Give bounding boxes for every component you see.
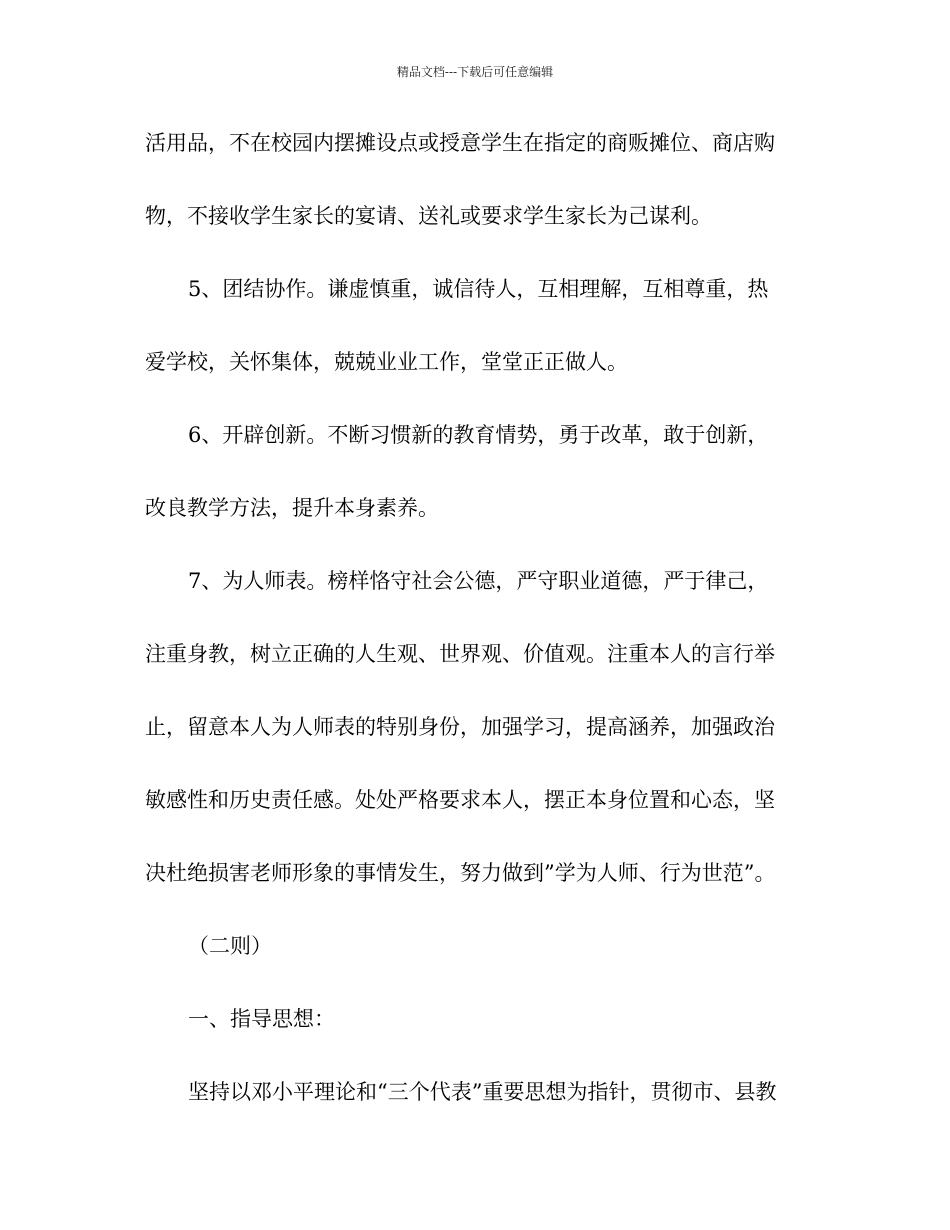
body-line: 改良教学方法，提升本身素养。 [145, 496, 439, 520]
body-line: 物，不接收学生家长的宴请、送礼或要求学生家长为己谋利。 [145, 204, 712, 228]
body-line: 7、为人师表。榜样恪守社会公德，严守职业道德，严于律己， [188, 569, 769, 593]
body-line: 5、团结协作。谦虚慎重，诚信待人，互相理解，互相尊重，热 [188, 277, 769, 301]
body-line: 6、开辟创新。不断习惯新的教育情势，勇于改革，敢于创新， [188, 423, 769, 447]
section-heading: 一、指导思想： [188, 1007, 335, 1031]
body-line: 坚持以邓小平理论和“三个代表”重要思想为指针，贯彻市、县教 [188, 1080, 777, 1104]
body-line: 爱学校，关怀集体，兢兢业业工作，堂堂正正做人。 [145, 350, 628, 374]
body-line: 注重身教，树立正确的人生观、世界观、价值观。注重本人的言行举 [145, 642, 775, 666]
section-label: （二则） [188, 934, 272, 958]
body-line: 决杜绝损害老师形象的事情发生，努力做到”学为人师、行为世范”。 [145, 861, 776, 885]
body-line: 活用品，不在校园内摆摊设点或授意学生在指定的商贩摊位、商店购 [145, 131, 775, 155]
page-header: 精品文档---下载后可任意编辑 [396, 65, 554, 79]
body-line: 敏感性和历史责任感。处处严格要求本人，摆正本身位置和心态，坚 [145, 788, 775, 812]
body-line: 止，留意本人为人师表的特别身份，加强学习，提高涵养，加强政治 [145, 715, 775, 739]
